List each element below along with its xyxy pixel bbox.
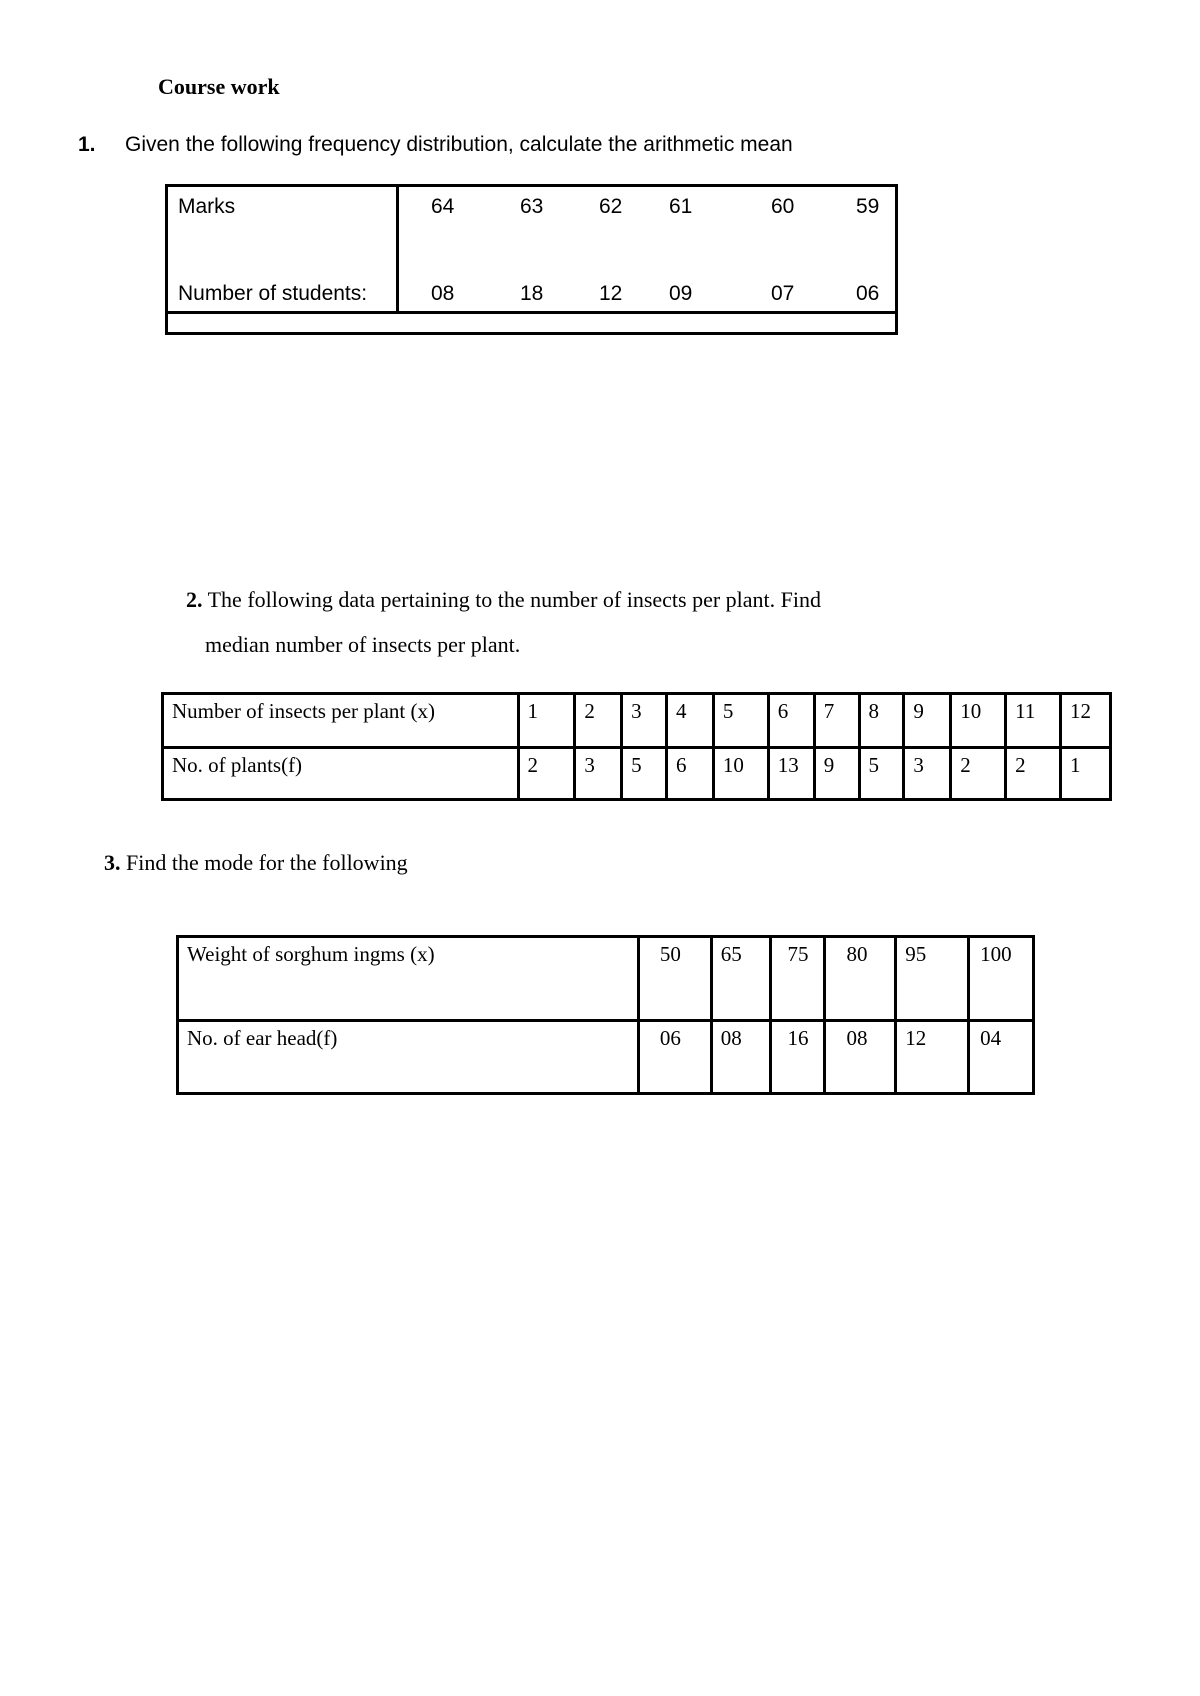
sorghum-frequency-table <box>176 935 1035 1095</box>
f-value: 3 <box>575 748 622 800</box>
x-value: 2 <box>575 694 622 748</box>
x-value: 12 <box>1061 694 1111 748</box>
f-value: 2 <box>951 748 1006 800</box>
f-value: 6 <box>667 748 714 800</box>
table-row <box>178 1021 1034 1094</box>
students-value: 08 <box>431 282 455 305</box>
table-row <box>178 937 1034 1021</box>
marks-value: 61 <box>669 195 693 218</box>
x-value: 95 <box>896 937 969 1021</box>
row-label-students: Number of students: <box>178 282 368 305</box>
f-value: 1 <box>1061 748 1111 800</box>
x-value: 10 <box>951 694 1006 748</box>
table-row <box>163 748 1111 800</box>
question-2-number: 2. <box>186 587 203 612</box>
x-value: 100 <box>969 937 1034 1021</box>
students-value: 07 <box>771 282 795 305</box>
f-value: 2 <box>1006 748 1061 800</box>
marks-frequency-table <box>165 184 898 335</box>
marks-value: 63 <box>520 195 544 218</box>
x-value: 1 <box>518 694 575 748</box>
question-2-text-line-2: median number of insects per plant. <box>205 632 521 657</box>
x-value: 11 <box>1006 694 1061 748</box>
row-label-f: No. of ear head(f) <box>178 1021 639 1094</box>
table-divider <box>396 187 399 311</box>
x-value: 75 <box>770 937 825 1021</box>
marks-value: 62 <box>599 195 623 218</box>
f-value: 08 <box>711 1021 770 1094</box>
x-value: 5 <box>713 694 768 748</box>
f-value: 04 <box>969 1021 1034 1094</box>
f-value: 12 <box>896 1021 969 1094</box>
f-value: 9 <box>814 748 859 800</box>
f-value: 08 <box>825 1021 896 1094</box>
page-title: Course work <box>158 74 280 99</box>
question-1-number: 1. <box>78 133 96 156</box>
row-label-f: No. of plants(f) <box>163 748 519 800</box>
x-value: 80 <box>825 937 896 1021</box>
x-value: 9 <box>904 694 951 748</box>
f-value: 16 <box>770 1021 825 1094</box>
marks-value: 64 <box>431 195 455 218</box>
students-value: 09 <box>669 282 693 305</box>
x-value: 50 <box>638 937 711 1021</box>
x-value: 4 <box>667 694 714 748</box>
table-divider <box>168 311 895 314</box>
question-3-number: 3. <box>104 850 121 875</box>
marks-value: 59 <box>856 195 880 218</box>
f-value: 3 <box>904 748 951 800</box>
question-1-text: Given the following frequency distribution, calculate the arithmetic mean <box>125 133 793 156</box>
marks-value: 60 <box>771 195 795 218</box>
f-value: 2 <box>518 748 575 800</box>
x-value: 65 <box>711 937 770 1021</box>
question-2 <box>186 587 821 613</box>
x-value: 8 <box>859 694 904 748</box>
f-value: 06 <box>638 1021 711 1094</box>
question-3-text: Find the mode for the following <box>126 850 408 875</box>
question-2-text-line-1: The following data pertaining to the number of insects per plant. Find <box>207 587 822 612</box>
students-value: 12 <box>599 282 623 305</box>
f-value: 10 <box>713 748 768 800</box>
question-1 <box>78 133 793 157</box>
row-label-x: Weight of sorghum ingms (x) <box>178 937 639 1021</box>
question-3 <box>104 850 408 876</box>
table-row <box>163 694 1111 748</box>
f-value: 13 <box>768 748 814 800</box>
f-value: 5 <box>859 748 904 800</box>
x-value: 3 <box>622 694 667 748</box>
row-label-x: Number of insects per plant (x) <box>163 694 519 748</box>
row-label-marks: Marks <box>178 195 236 218</box>
students-value: 06 <box>856 282 880 305</box>
x-value: 6 <box>768 694 814 748</box>
insects-frequency-table <box>161 692 1112 801</box>
students-value: 18 <box>520 282 544 305</box>
f-value: 5 <box>622 748 667 800</box>
x-value: 7 <box>814 694 859 748</box>
